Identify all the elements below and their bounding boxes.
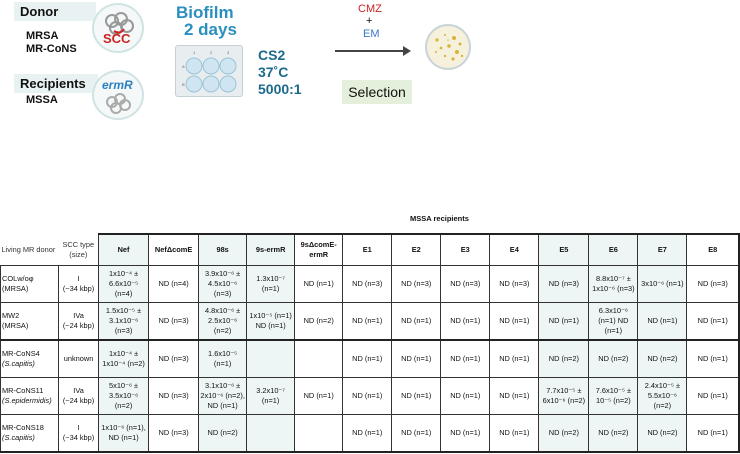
donor-species: (S.epidermidis)	[2, 396, 52, 405]
cell-e2: ND (n=1)	[392, 415, 441, 453]
scc-size: (~34 kbp)	[62, 284, 95, 293]
cell-e3: ND (n=1)	[441, 340, 490, 378]
cell-e8: ND (n=1)	[687, 415, 739, 453]
header-recipient-e8: E8	[687, 234, 739, 266]
svg-text:A: A	[182, 64, 185, 69]
cell-nefdcome: ND (n=4)	[149, 266, 199, 303]
cell-9sdcome-ermr: ND (n=1)	[295, 378, 343, 415]
svg-text:B: B	[182, 82, 185, 87]
header-recipient-9s-ermr: 9s-ermR	[247, 234, 295, 266]
cell-e5: ND (n=2)	[539, 340, 589, 378]
cell-nef: 1x10⁻⁶ (n=1), ND (n=1)	[99, 415, 149, 453]
donor-name: MR-CoNS11	[2, 386, 44, 395]
header-recipient-e5: E5	[539, 234, 589, 266]
cell-e6: 8.8x10⁻⁷ ± 1x10⁻⁶ (n=3)	[589, 266, 638, 303]
cell-9s-ermr	[247, 340, 295, 378]
ermR-label: ermR	[102, 78, 133, 92]
condition-medium: CS2	[258, 47, 286, 63]
conditions	[258, 47, 302, 98]
cell-e1: ND (n=3)	[343, 266, 392, 303]
cell-e6: 7.6x10⁻⁵ ± 10⁻⁵ (n=2)	[589, 378, 638, 415]
scc-cell	[59, 378, 99, 415]
table-row	[1, 266, 740, 303]
header-recipient-e3: E3	[441, 234, 490, 266]
donor-cell	[1, 303, 59, 341]
cell-nef: 1x10⁻⁴ ± 6.6x10⁻⁵ (n=4)	[99, 266, 149, 303]
header-recipient-e6: E6	[589, 234, 638, 266]
cell-98s: 4.8x10⁻⁶ ± 2.5x10⁻⁶ (n=2)	[199, 303, 247, 341]
header-recipient-e2: E2	[392, 234, 441, 266]
plus-sign: +	[366, 15, 373, 27]
donor-species: (S.capitis)	[2, 433, 35, 442]
recipients-label: Recipients	[14, 74, 98, 93]
scc-cell-icon	[92, 3, 144, 53]
header-recipient-e7: E7	[638, 234, 687, 266]
donor-name: COLw/oφ	[2, 274, 34, 283]
cell-e7: 2.4x10⁻⁵ ± 5.5x10⁻⁶ (n=2)	[638, 378, 687, 415]
cell-e4: ND (n=1)	[490, 415, 539, 453]
cell-e4: ND (n=1)	[490, 303, 539, 341]
cell-e3: ND (n=1)	[441, 378, 490, 415]
cell-e4: ND (n=3)	[490, 266, 539, 303]
scc-size: (~34 kbp)	[62, 433, 95, 442]
scc-label: SCC	[103, 31, 131, 46]
cell-9s-ermr: 1.3x10⁻⁷ (n=1)	[247, 266, 295, 303]
cell-nefdcome: ND (n=3)	[149, 303, 199, 341]
scc-type: I	[77, 274, 80, 283]
table-row	[1, 340, 740, 378]
cell-e5: ND (n=3)	[539, 266, 589, 303]
header-recipient-nef: Nef	[99, 234, 149, 266]
cell-e8: ND (n=3)	[687, 266, 739, 303]
scc-type: IVa	[73, 311, 84, 320]
cell-e1: ND (n=1)	[343, 378, 392, 415]
cell-e5: ND (n=2)	[539, 415, 589, 453]
cell-e8: ND (n=1)	[687, 340, 739, 378]
scc-type: IVa	[73, 386, 84, 395]
cell-e7: 3x10⁻⁶ (n=1)	[638, 266, 687, 303]
cell-nef: 5x10⁻⁶ ± 3.5x10⁻⁶ (n=2)	[99, 378, 149, 415]
biofilm-duration: 2 days	[184, 20, 237, 39]
arrow-head-icon	[403, 46, 411, 56]
antibiotic-em: EM	[363, 28, 380, 40]
arrow-icon	[335, 50, 405, 52]
donor-types	[26, 30, 77, 56]
cell-98s: 1.6x10⁻⁵ (n=1)	[199, 340, 247, 378]
cell-e3: ND (n=1)	[441, 415, 490, 453]
cell-e6: 6.3x10⁻⁶ (n=1) ND (n=1)	[589, 303, 638, 341]
cell-nef: 1.5x10⁻⁵ ± 3.1x10⁻⁶ (n=3)	[99, 303, 149, 341]
cell-e2: ND (n=1)	[392, 303, 441, 341]
svg-text:3: 3	[227, 50, 230, 55]
donor-name: MR-CoNS4	[2, 349, 40, 358]
donor-cell	[1, 266, 59, 303]
donor-type-mrsa: MRSA	[26, 30, 59, 42]
cell-98s: ND (n=2)	[199, 415, 247, 453]
header-scc-type: SCC type (size)	[59, 234, 99, 266]
donor-cell	[1, 340, 59, 378]
header-donor: Living MR donor	[1, 244, 56, 254]
svg-text:2: 2	[210, 50, 213, 55]
scc-type: unknown	[63, 354, 94, 363]
cell-e4: ND (n=1)	[490, 378, 539, 415]
cell-e3: ND (n=1)	[441, 303, 490, 341]
biofilm-title: Biofilm	[176, 3, 234, 22]
cell-e5: ND (n=1)	[539, 303, 589, 341]
selection-label: Selection	[342, 80, 412, 104]
cell-e1: ND (n=1)	[343, 340, 392, 378]
well-plate-icon	[175, 45, 243, 97]
cell-e8: ND (n=1)	[687, 303, 739, 341]
cell-e4: ND (n=1)	[490, 340, 539, 378]
cell-e2: ND (n=3)	[392, 266, 441, 303]
cell-e7: ND (n=1)	[638, 303, 687, 341]
table-header-row	[1, 234, 740, 266]
cell-e5: 7.7x10⁻⁵ ± 6x10⁻⁶ (n=2)	[539, 378, 589, 415]
condition-temperature: 37˚C	[258, 64, 289, 80]
cell-e6: ND (n=2)	[589, 340, 638, 378]
donor-type-mrcons: MR-CoNS	[26, 43, 77, 55]
cell-e3: ND (n=3)	[441, 266, 490, 303]
table-title: MSSA recipients	[410, 214, 469, 223]
donor-species: (S.capitis)	[2, 359, 35, 368]
scc-cell	[59, 303, 99, 341]
cell-9sdcome-ermr	[295, 340, 343, 378]
cell-9s-ermr: 1x10⁻⁵ (n=1) ND (n=1)	[247, 303, 295, 341]
cell-98s: 3.1x10⁻⁶ ± 2x10⁻⁶ (n=2), ND (n=1)	[199, 378, 247, 415]
cell-nefdcome: ND (n=3)	[149, 340, 199, 378]
cell-e1: ND (n=1)	[343, 415, 392, 453]
scc-cell	[59, 340, 99, 378]
donor-cell	[1, 378, 59, 415]
cell-9sdcome-ermr	[295, 415, 343, 453]
donor-species: (MRSA)	[2, 321, 29, 330]
header-recipient-98s: 98s	[199, 234, 247, 266]
table-row	[1, 378, 740, 415]
cell-e8: ND (n=1)	[687, 378, 739, 415]
donor-cell	[1, 415, 59, 453]
condition-ratio: 5000:1	[258, 81, 302, 97]
svg-text:1: 1	[193, 50, 196, 55]
scc-cell	[59, 266, 99, 303]
table-row	[1, 303, 740, 341]
donor-species: (MRSA)	[2, 284, 29, 293]
cell-9sdcome-ermr: ND (n=2)	[295, 303, 343, 341]
cell-e7: ND (n=2)	[638, 415, 687, 453]
recipient-type-mssa: MSSA	[26, 94, 58, 106]
scc-type: I	[77, 423, 80, 432]
antibiotic-cmz: CMZ	[358, 3, 382, 15]
cell-9sdcome-ermr: ND (n=1)	[295, 266, 343, 303]
cell-e7: ND (n=2)	[638, 340, 687, 378]
header-recipient-e1: E1	[343, 234, 392, 266]
cell-nefdcome: ND (n=3)	[149, 415, 199, 453]
cell-e6: ND (n=2)	[589, 415, 638, 453]
cell-e1: ND (n=1)	[343, 303, 392, 341]
cell-9s-ermr	[247, 415, 295, 453]
header-recipient-e4: E4	[490, 234, 539, 266]
table-row	[1, 415, 740, 453]
cell-9s-ermr: 3.2x10⁻⁷ (n=1)	[247, 378, 295, 415]
scc-cell	[59, 415, 99, 453]
scc-size: (~24 kbp)	[62, 396, 95, 405]
transfer-frequency-table	[0, 233, 740, 453]
ermR-cell-icon	[92, 70, 144, 120]
petri-dish-icon	[425, 24, 471, 70]
donor-name: MR-CoNS18	[2, 423, 44, 432]
cell-e2: ND (n=1)	[392, 378, 441, 415]
cell-98s: 3.9x10⁻⁶ ± 4.5x10⁻⁶ (n=3)	[199, 266, 247, 303]
donor-name: MW2	[2, 311, 20, 320]
cell-nefdcome: ND (n=3)	[149, 378, 199, 415]
scc-size: (~24 kbp)	[62, 321, 95, 330]
cell-nef: 1x10⁻⁴ ± 1x10⁻⁴ (n=2)	[99, 340, 149, 378]
cell-e2: ND (n=1)	[392, 340, 441, 378]
header-recipient-9sdcome-ermr: 9sΔcomE-ermR	[295, 234, 343, 266]
header-recipient-nefdcome: NefΔcomE	[149, 234, 199, 266]
donor-label: Donor	[14, 2, 96, 21]
